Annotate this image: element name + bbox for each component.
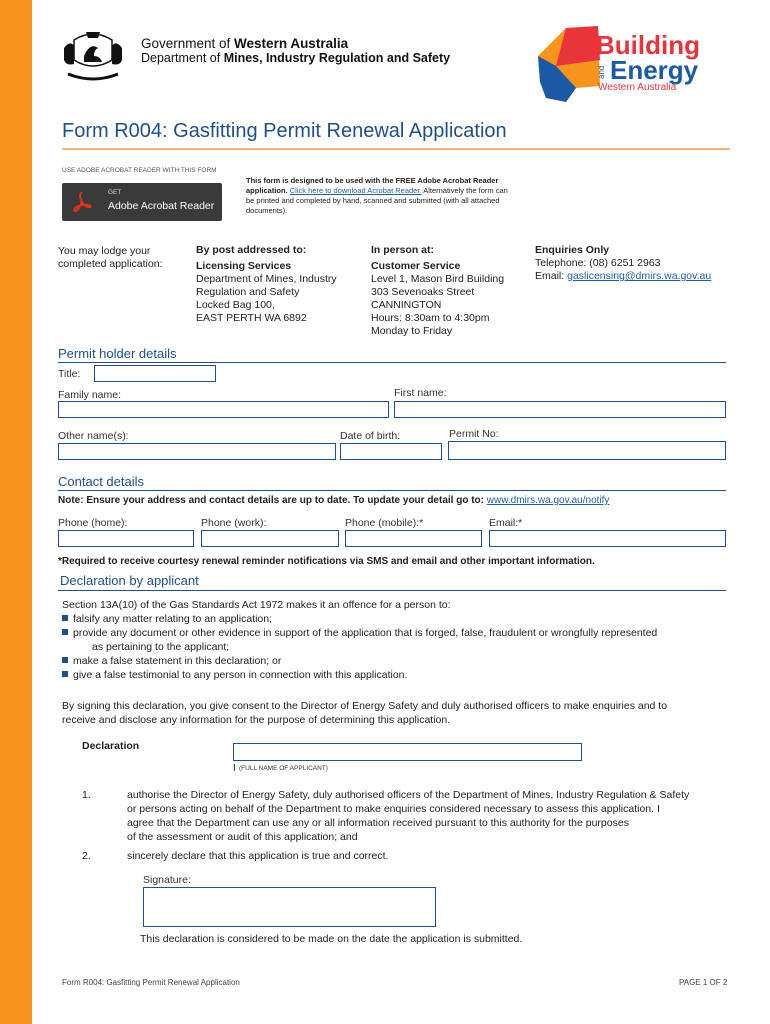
phone-home-label: Phone (home): — [58, 517, 128, 529]
item-1-number: 1. — [82, 789, 91, 801]
phone-mobile-input[interactable] — [345, 530, 482, 547]
email-input[interactable] — [489, 530, 726, 547]
family-name-input[interactable] — [58, 401, 389, 418]
item-2-number: 2. — [82, 850, 91, 862]
declaration-date-note: This declaration is considered to be made on the date the application is submitted. — [140, 933, 523, 945]
declaration-rule — [58, 590, 726, 591]
gov-line-2: Department of Mines, Industry Regulation and Safety — [141, 51, 451, 65]
enquiries-email-link[interactable]: gaslicensing@dmirs.wa.gov.au — [567, 270, 712, 282]
title-input[interactable] — [94, 365, 216, 382]
bullet-marker — [62, 615, 68, 621]
contact-heading: Contact details — [58, 474, 144, 489]
permit-no-input[interactable] — [448, 441, 726, 460]
declaration-label: Declaration — [82, 740, 140, 752]
declaration-offences: Section 13A(10) of the Gas Standards Act 1972 makes it an offence for a person to: falsify any matter relating to an application; provide any document or other evidence in support of the application that is forged, false, fraudulent or wrongfully represented as pertaining to the applicant; make a false statement in this declaration; or give a false testimonial to any person in connection with this application. — [62, 599, 658, 681]
contact-note: Note: Ensure your address and contact details are up to date. To update your detail go to: www.dmirs.wa.gov.au/notify — [58, 495, 610, 506]
bullet-marker — [62, 671, 68, 677]
full-name-input[interactable] — [233, 743, 582, 761]
phone-home-input[interactable] — [58, 530, 194, 547]
acrobat-get-label: GET — [108, 189, 122, 196]
acrobat-pdf-icon — [70, 190, 94, 219]
declaration-heading: Declaration by applicant — [60, 573, 199, 588]
phone-work-label: Phone (work): — [201, 517, 267, 529]
permit-holder-heading: Permit holder details — [58, 346, 177, 361]
other-names-input[interactable] — [58, 443, 336, 460]
first-name-input[interactable] — [394, 401, 726, 418]
lodge-intro: You may lodge your completed application: — [58, 245, 163, 270]
lodge-post-column: By post addressed to: Licensing Services Department of Mines, Industry Regulation and Safety Locked Bag 100, EAST PERTH WA 6892 — [196, 244, 337, 324]
family-name-label: Family name: — [58, 389, 122, 401]
permit-holder-rule — [58, 362, 726, 363]
i-label: I — [233, 763, 236, 774]
footer-page-number: PAGE 1 OF 2 — [679, 978, 728, 987]
phone-work-input[interactable] — [201, 530, 339, 547]
item-2-text: sincerely declare that this application is true and correct. — [127, 850, 389, 862]
download-acrobat-link[interactable]: Click here to download Acrobat Reader. — [289, 186, 422, 195]
title-divider — [62, 148, 730, 150]
get-acrobat-button[interactable] — [62, 183, 222, 221]
signature-label: Signature: — [143, 874, 191, 886]
contact-rule — [58, 490, 726, 491]
logo-word-energy: Energy — [610, 55, 699, 85]
gov-line-1: Government of Western Australia — [141, 36, 349, 51]
other-names-label: Other name(s): — [58, 430, 129, 442]
wa-map-icon — [536, 26, 602, 109]
dob-label: Date of birth: — [340, 430, 401, 442]
phone-mobile-label: Phone (mobile):* — [345, 517, 424, 529]
title-label: Title: — [58, 368, 81, 380]
page-title: Form R004: Gasfitting Permit Renewal Application — [62, 120, 507, 142]
enquiries-column: Enquiries Only Telephone: (08) 6251 2963 Email: gaslicensing@dmirs.wa.gov.au — [535, 244, 712, 282]
wa-coat-of-arms-icon — [60, 26, 126, 87]
full-name-caption: (FULL NAME OF APPLICANT) — [239, 765, 328, 772]
consent-text: By signing this declaration, you give consent to the Director of Energy Safety and duly authorised officers to make enquiries and to receive and disclose any information for the purpose of determining this application. — [62, 700, 668, 726]
notify-link[interactable]: www.dmirs.wa.gov.au/notify — [486, 495, 610, 506]
acrobat-instructions: This form is designed to be used with the FREE Adobe Acrobat Reader application. Click here to download Acrobat Reader. Alternatively the form can be printed and completed by hand, scanned and submitted (with all attached documents). — [246, 176, 508, 215]
email-label: Email:* — [489, 517, 523, 529]
footer-form-name: Form R004: Gasfitting Permit Renewal Application — [62, 978, 240, 987]
logo-subtitle: Western Australia — [598, 82, 677, 93]
first-name-label: First name: — [394, 387, 447, 399]
acrobat-caption: USE ADOBE ACROBAT READER WITH THIS FORM — [62, 167, 217, 174]
logo-word-and: and — [597, 65, 606, 79]
logo-word-building: Building — [596, 30, 700, 60]
acrobat-name-label: Adobe Acrobat Reader — [108, 200, 215, 212]
required-note: *Required to receive courtesy renewal reminder notifications via SMS and email and other important information. — [58, 556, 595, 567]
dob-input[interactable] — [340, 443, 442, 460]
permit-no-label: Permit No: — [449, 428, 499, 440]
item-1-text: authorise the Director of Energy Safety, duly authorised officers of the Department of Mines, Industry Regulation & Safety or persons acting on behalf of the Department to make enquiries considered necessary to assess this application. I agree that the Department can use any or all information received pursuant to this authority for the purposes of the assessment or audit of this application; and — [127, 789, 690, 843]
signature-input[interactable] — [143, 887, 436, 927]
bullet-marker — [62, 629, 68, 635]
bullet-marker — [62, 657, 68, 663]
lodge-person-column: In person at: Customer Service Level 1, Mason Bird Building 303 Sevenoaks Street CANNINGTON Hours: 8:30am to 4:30pm Monday to Friday — [371, 244, 505, 337]
orange-side-bar — [0, 0, 32, 1024]
